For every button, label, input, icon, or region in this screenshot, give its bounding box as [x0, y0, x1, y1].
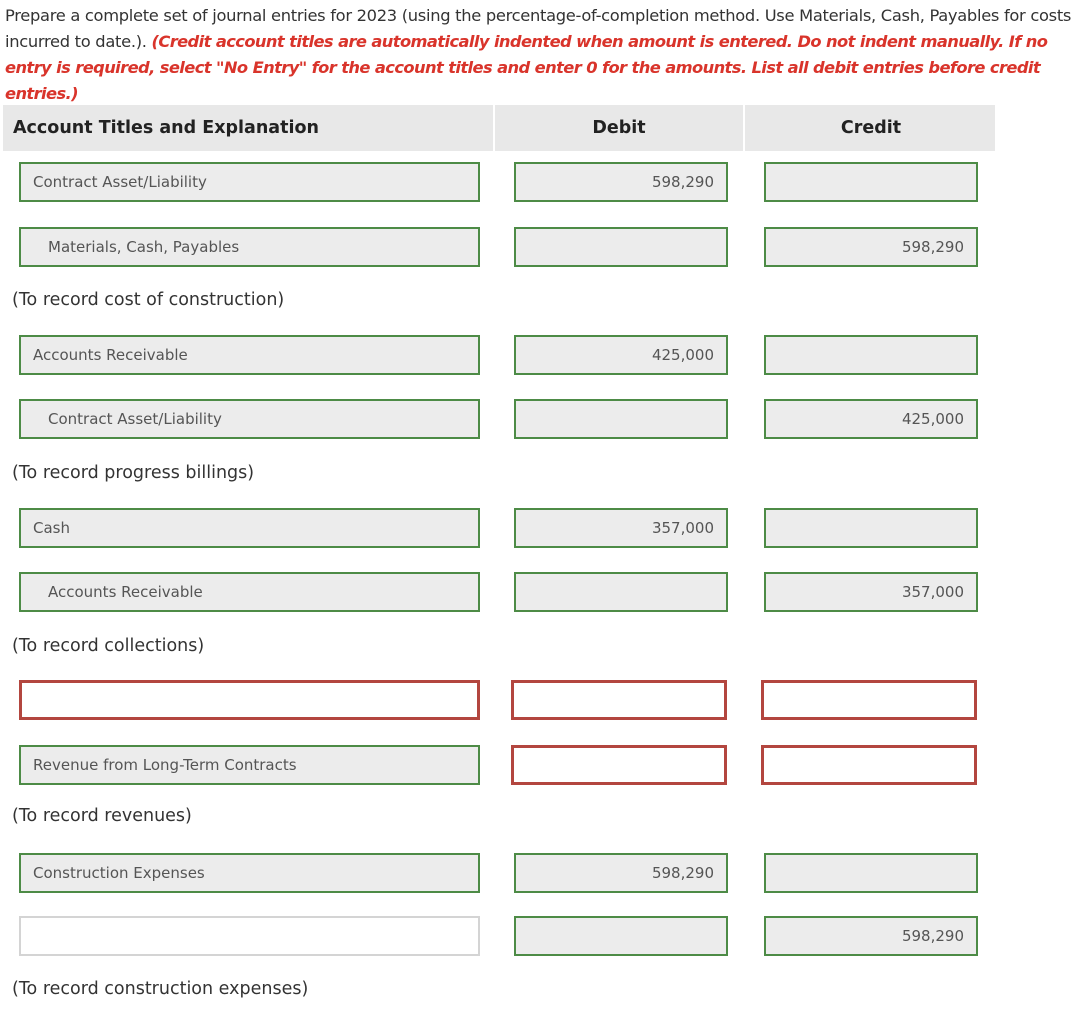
account-field-error[interactable] [19, 680, 480, 720]
instructions [5, 3, 1077, 107]
account-field[interactable]: Contract Asset/Liability [19, 162, 480, 202]
credit-field-error[interactable] [761, 680, 977, 720]
debit-field-error[interactable] [511, 680, 727, 720]
instructions-note: (Credit account titles are automatically indented when amount is entered. Do not indent manually. If no entry is required, select "No Entry" for the account titles and enter 0 for the amounts. List all debit entries before credit entries.) [5, 32, 1048, 103]
entry-memo: (To record collections) [12, 636, 205, 656]
entry-memo: (To record cost of construction) [12, 290, 285, 310]
debit-field[interactable]: 598,290 [514, 853, 728, 893]
account-field[interactable]: Contract Asset/Liability [19, 399, 480, 439]
account-field[interactable]: Accounts Receivable [19, 335, 480, 375]
credit-field[interactable] [764, 335, 978, 375]
account-field-empty[interactable] [19, 916, 480, 956]
credit-field[interactable]: 598,290 [764, 227, 978, 267]
credit-field[interactable]: 425,000 [764, 399, 978, 439]
account-field[interactable]: Materials, Cash, Payables [19, 227, 480, 267]
account-field[interactable]: Accounts Receivable [19, 572, 480, 612]
debit-column-header: Debit [493, 105, 743, 151]
debit-field[interactable] [514, 399, 728, 439]
credit-field-error[interactable] [761, 745, 977, 785]
debit-field[interactable] [514, 572, 728, 612]
debit-field[interactable]: 357,000 [514, 508, 728, 548]
account-column-header: Account Titles and Explanation [13, 118, 319, 138]
credit-field[interactable]: 357,000 [764, 572, 978, 612]
credit-field[interactable] [764, 162, 978, 202]
credit-field[interactable] [764, 853, 978, 893]
account-field[interactable]: Construction Expenses [19, 853, 480, 893]
debit-field[interactable] [514, 227, 728, 267]
debit-field[interactable]: 425,000 [514, 335, 728, 375]
entry-memo: (To record revenues) [12, 806, 192, 826]
debit-field[interactable]: 598,290 [514, 162, 728, 202]
debit-field[interactable] [514, 916, 728, 956]
credit-field[interactable]: 598,290 [764, 916, 978, 956]
account-field[interactable]: Cash [19, 508, 480, 548]
credit-column-header: Credit [743, 105, 997, 151]
debit-field-error[interactable] [511, 745, 727, 785]
entry-memo: (To record construction expenses) [12, 979, 309, 999]
credit-field[interactable] [764, 508, 978, 548]
table-header [3, 105, 995, 151]
instructions-text: Prepare a complete set of journal entries for 2023 (using the percentage-of-completion method. Use Materials, Cash, Payables for costs incurred to date.). [5, 6, 1072, 51]
account-field[interactable]: Revenue from Long-Term Contracts [19, 745, 480, 785]
entry-memo: (To record progress billings) [12, 463, 255, 483]
